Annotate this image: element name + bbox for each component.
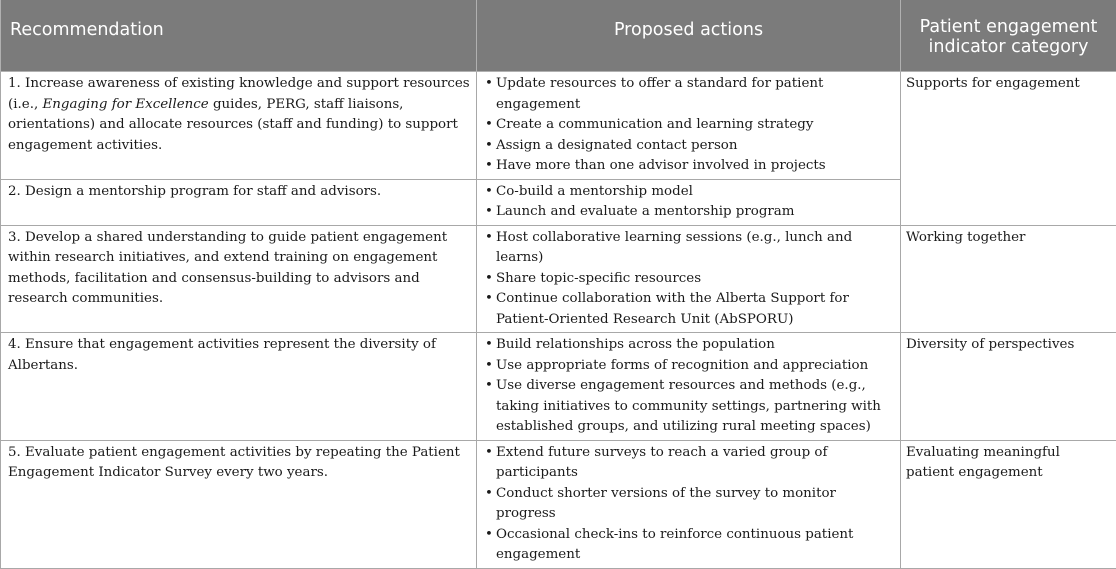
recommendation-cell: 3. Develop a shared understanding to guide patient engagement within research initiatives, and extend training on engagement methods, facilitation and consensus-building to advisors and research communities. xyxy=(1,225,477,333)
list-item: • Co-build a mentorship model xyxy=(484,182,894,203)
list-item: • Update resources to offer a standard for patient engagement xyxy=(484,74,894,115)
list-item: • Occasional check-ins to reinforce continuous patient engagement xyxy=(484,525,894,566)
recommendation-cell: 2. Design a mentorship program for staff and advisors. xyxy=(1,179,477,225)
category-cell: Supports for engagement xyxy=(901,72,1116,226)
list-item: • Extend future surveys to reach a varied group of participants xyxy=(484,443,894,484)
header-recommendation: Recommendation xyxy=(1,0,477,72)
category-cell: Diversity of perspectives xyxy=(901,333,1116,441)
category-cell: Working together xyxy=(901,225,1116,333)
actions-cell xyxy=(477,72,901,180)
actions-list xyxy=(484,335,894,438)
guide-title: Engaging for Excellence xyxy=(42,97,208,112)
table-row xyxy=(1,225,1116,333)
header-category-line2: indicator category xyxy=(901,37,1116,57)
list-item: • Continue collaboration with the Alberta Support for Patient-Oriented Research Unit (AbSPORU) xyxy=(484,289,894,330)
header-indicator-category xyxy=(901,0,1116,72)
actions-cell xyxy=(477,225,901,333)
table-row xyxy=(1,333,1116,441)
table-row xyxy=(1,72,1116,180)
header-category-line1: Patient engagement xyxy=(901,17,1116,37)
list-item: • Use diverse engagement resources and methods (e.g., taking initiatives to community settings, partnering with established groups, and utilizing rural meeting spaces) xyxy=(484,376,894,438)
actions-cell xyxy=(477,179,901,225)
list-item: • Share topic-specific resources xyxy=(484,269,894,290)
header-proposed-actions: Proposed actions xyxy=(477,0,901,72)
list-item: • Use appropriate forms of recognition and appreciation xyxy=(484,356,894,377)
actions-cell xyxy=(477,440,901,568)
table-row xyxy=(1,440,1116,568)
actions-list xyxy=(484,443,894,566)
recommendation-text: 1. Increase awareness of existing knowledge and support resources (i.e., Engaging for Excellence guides, PERG, staff liaisons, orientations) and allocate resources (staff and funding) to support engagement activities. xyxy=(8,76,470,153)
list-item: • Assign a designated contact person xyxy=(484,136,894,157)
recommendation-cell: 4. Ensure that engagement activities represent the diversity of Albertans. xyxy=(1,333,477,441)
list-item: • Conduct shorter versions of the survey to monitor progress xyxy=(484,484,894,525)
category-cell: Evaluating meaningful patient engagement xyxy=(901,440,1116,568)
list-item: • Launch and evaluate a mentorship program xyxy=(484,202,894,223)
actions-list xyxy=(484,228,894,331)
actions-cell xyxy=(477,333,901,441)
actions-list xyxy=(484,182,894,223)
list-item: • Have more than one advisor involved in projects xyxy=(484,156,894,177)
list-item: • Host collaborative learning sessions (e.g., lunch and learns) xyxy=(484,228,894,269)
recommendation-cell xyxy=(1,72,477,180)
list-item: • Create a communication and learning strategy xyxy=(484,115,894,136)
actions-list xyxy=(484,74,894,177)
table-header-row xyxy=(1,0,1116,72)
recommendation-cell: 5. Evaluate patient engagement activities by repeating the Patient Engagement Indicator Survey every two years. xyxy=(1,440,477,568)
list-item: • Build relationships across the population xyxy=(484,335,894,356)
